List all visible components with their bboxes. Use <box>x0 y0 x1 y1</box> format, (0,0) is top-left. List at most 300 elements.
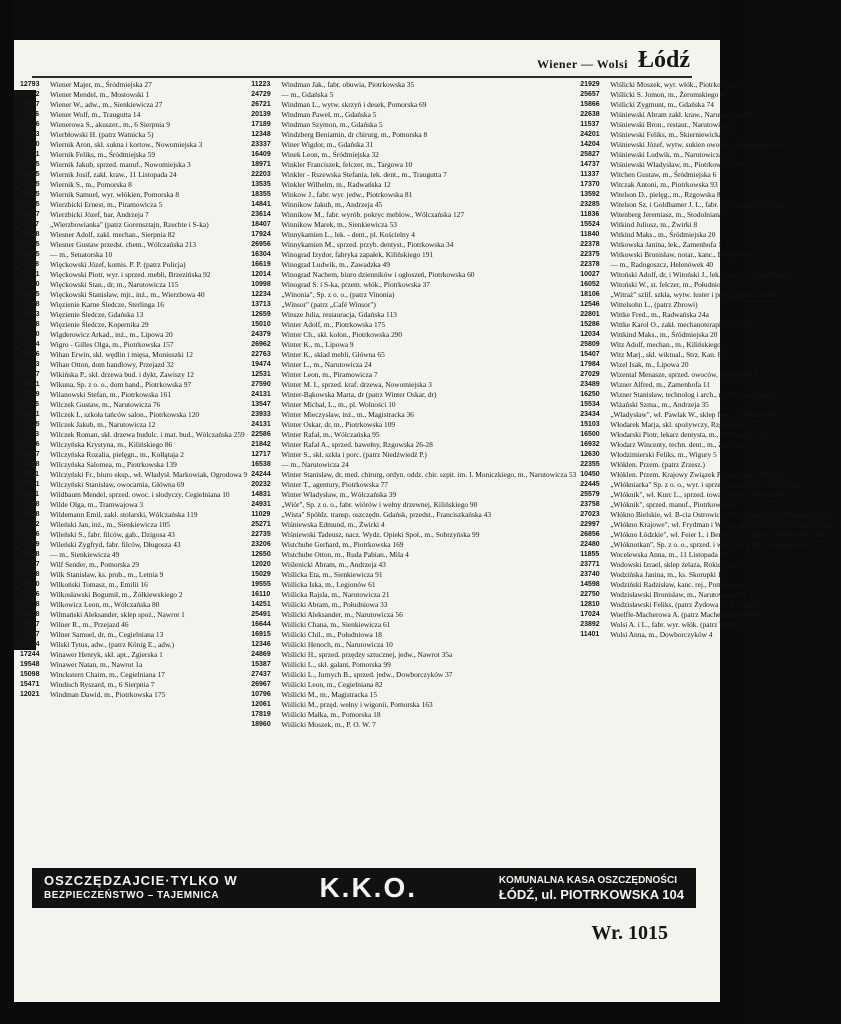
directory-entry <box>580 350 841 360</box>
subscriber-listing: Wiśniewski Ludwik, m., Narutowicza 47 <box>610 150 732 159</box>
phone-number: 15524 <box>580 221 600 228</box>
phone-number: 12546 <box>580 301 600 308</box>
subscriber-listing: „Włóknotkan", Sp. z o. o., sprzed. i wyr. tow. włók., Piotrkowska 211 <box>610 540 816 549</box>
directory-entry <box>580 140 841 150</box>
subscriber-listing: Wiślicki Moszek, wyr. włók., Piotrkowska 58 <box>610 80 746 89</box>
subscriber-listing: Więzienie Karne Śledcze, Sterlinga 16 <box>50 300 165 309</box>
phone-number: 26956 <box>251 241 271 248</box>
phone-number: 11537 <box>580 121 600 128</box>
subscriber-listing: „Włókno Krajowe", wł. Frydman i Winograd, sprzed. manuf., Piotrkowska 16 <box>610 520 841 529</box>
subscriber-listing: „Winsor" (patrz „Café Winsor") <box>281 300 376 309</box>
phone-number: 21842 <box>251 441 271 448</box>
phone-number: 24244 <box>251 471 271 478</box>
directory-entry <box>251 80 576 90</box>
subscriber-listing: Winter Adolf, m., Piotrkowska 175 <box>281 320 386 329</box>
directory-entry <box>251 670 576 680</box>
subscriber-listing: Winnikow Jakub, m., Andrzeja 45 <box>281 200 383 209</box>
subscriber-listing: Wiślicki L., Jurnych B., sprzed. jedw., Dowborczyków 37 <box>281 670 453 679</box>
directory-entry <box>20 300 247 310</box>
directory-entry <box>20 110 247 120</box>
phone-number: 20139 <box>251 111 271 118</box>
directory-entry <box>580 400 841 410</box>
directory-entry <box>580 110 841 120</box>
phone-number: 14251 <box>251 601 271 608</box>
directory-entry <box>20 350 247 360</box>
phone-number: 12348 <box>251 131 271 138</box>
phone-number: 22480 <box>580 541 600 548</box>
subscriber-listing: Więckowski Stanisław, mjr., inż., m., Wierzbowa 40 <box>50 290 205 299</box>
subscriber-listing: Wodzisławski Feliks, (patrz Żydowa Fr. Wengielow) <box>610 600 766 609</box>
directory-entry <box>20 600 247 610</box>
subscriber-listing: Winkler Franciszek, felczer, m., Targowa 10 <box>281 160 413 169</box>
phone-number: 14921 <box>20 381 40 388</box>
subscriber-listing: Włodarek Marja, skl. spożywczy, Rzgowska 7 <box>610 420 748 429</box>
subscriber-listing: Więckowski Józef, komis. P. P. (patrz Policja) <box>50 260 186 269</box>
subscriber-listing: Witkowska Janina, lek., Zamenhofa 1 <box>610 240 722 249</box>
phone-number: 12346 <box>251 641 271 648</box>
directory-entry <box>251 720 576 730</box>
phone-number: 24458 <box>20 461 40 468</box>
subscriber-listing: Winnikow M., fabr. wyrób. pokryc meblow., Wólczańska 127 <box>281 210 465 219</box>
directory-entry <box>20 630 247 640</box>
column-3 <box>580 80 841 870</box>
city-title: Łódź <box>637 47 690 73</box>
directory-entry <box>20 230 247 240</box>
phone-number: 17888 <box>20 501 40 508</box>
phone-number: 10138 <box>20 301 40 308</box>
subscriber-listing: Więzienie Śledcze, Gdańska 13 <box>50 310 144 319</box>
subscriber-listing: Wizner Stanisław, technolog i arch., m., Obywatelska 30 <box>610 390 778 399</box>
subscriber-listing: „Władysław", wł. Pawlak W., sklep fryz., al. Kościuszki 11 <box>610 410 786 419</box>
phone-number: 20160 <box>20 141 40 148</box>
phone-number: 16915 <box>251 631 271 638</box>
phone-number: 11401 <box>580 631 600 638</box>
directory-entry <box>251 150 576 160</box>
phone-number: 24596 <box>20 351 40 358</box>
phone-number: 16932 <box>580 441 600 448</box>
subscriber-listing: „Włókniarka" Sp. z o. o., wyr. i sprzed. tkanin tekst., Kilińskiego 1 <box>610 480 809 489</box>
directory-entry <box>580 190 841 200</box>
phone-number: 23614 <box>251 211 271 218</box>
phone-number: 12620 <box>20 281 40 288</box>
subscriber-listing: Witchen Gustaw, m., Śródmiejska 6 <box>610 170 717 179</box>
directory-entry <box>580 530 841 540</box>
subscriber-listing: Wilczek Jakub, m., Narutowicza 12 <box>50 420 156 429</box>
subscriber-listing: Witenberg Jeremiasz, m., Stodolniana 1 <box>610 210 728 219</box>
phone-number: 24131 <box>251 421 271 428</box>
subscriber-listing: Wileński S., fabr. filców, gab., Dzigosa 43 <box>50 530 175 539</box>
subscriber-listing: Wiślicka Rajsla, m., Narutowicza 21 <box>281 590 390 599</box>
subscriber-listing: Witkowski Bronisław, notar., kanc., Piotrkowska 27 <box>610 250 764 259</box>
directory-entry <box>251 500 576 510</box>
directory-entry <box>20 200 247 210</box>
directory-entry <box>251 230 576 240</box>
directory-entry <box>580 300 841 310</box>
directory-entry <box>251 370 576 380</box>
phone-number: 21147 <box>20 221 40 228</box>
subscriber-listing: Wiernik Feliks, m., Śródmiejska 59 <box>50 150 156 159</box>
directory-entry <box>251 450 576 460</box>
phone-number: 20745 <box>20 161 40 168</box>
directory-entry <box>580 130 841 140</box>
directory-entry <box>580 180 841 190</box>
directory-entry <box>20 540 247 550</box>
phone-number: 22355 <box>580 461 600 468</box>
phone-number: 10796 <box>251 691 271 698</box>
directory-entry <box>20 340 247 350</box>
phone-number: 15407 <box>580 351 600 358</box>
directory-entry <box>580 460 841 470</box>
directory-entry <box>251 200 576 210</box>
subscriber-listing: Wolsi Anna, m., Dowborczyków 4 <box>610 630 713 639</box>
directory-entry <box>20 500 247 510</box>
phone-number: 16644 <box>251 621 271 628</box>
phone-number: 17244 <box>20 651 40 658</box>
phone-number: 12034 <box>580 331 600 338</box>
phone-number: 19105 <box>20 251 40 258</box>
subscriber-listing: Winsze Julia, restauracja, Gdańska 113 <box>281 310 397 319</box>
banner-slogan <box>44 873 238 903</box>
directory-entry <box>580 260 841 270</box>
directory-entry <box>580 330 841 340</box>
directory-entry <box>20 250 247 260</box>
subscriber-listing: Wiener Majer, m., Śródmiejska 27 <box>50 80 152 89</box>
phone-number: 13547 <box>251 401 271 408</box>
subscriber-listing: Windzberg Beniamin, dr chirurg, m., Pomorska 8 <box>281 130 428 139</box>
directory-entry <box>20 290 247 300</box>
directory-entry <box>20 330 247 340</box>
phone-number: 17024 <box>580 611 600 618</box>
subscriber-listing: Wilczek I., szkoła tańców salon., Piotrkowska 120 <box>50 410 200 419</box>
directory-entry <box>580 600 841 610</box>
directory-entry <box>580 250 841 260</box>
phone-number: 19474 <box>251 361 271 368</box>
phone-number: 14204 <box>580 141 600 148</box>
alphabet-range: Wiener — Wolsi <box>536 57 628 71</box>
phone-number: 20499 <box>20 541 40 548</box>
subscriber-listing: Wiernik Aron, skł. sukna i kortow., Nowomiejska 3 <box>50 140 203 149</box>
directory-entry <box>251 260 576 270</box>
subscriber-listing: Wileński Zygfryd, fabr. filców, Długosza 43 <box>50 540 181 549</box>
phone-number: 26555 <box>20 171 40 178</box>
directory-entry <box>251 570 576 580</box>
directory-entry <box>20 580 247 590</box>
directory-entry <box>20 550 247 560</box>
phone-number: 17819 <box>251 711 271 718</box>
phone-number: 24178 <box>20 611 40 618</box>
phone-number: 14598 <box>580 581 600 588</box>
subscriber-listing: Winkler - Rszewska Stefania, lek. dent., m., Traugutta 7 <box>281 170 447 179</box>
directory-entry <box>251 530 576 540</box>
subscriber-listing: Wittkind Maks., m., Śródmiejska 20 <box>610 330 718 339</box>
directory-entry <box>251 550 576 560</box>
directory-entry <box>580 120 841 130</box>
directory-entry <box>20 160 247 170</box>
directory-entry <box>251 320 576 330</box>
phone-number: 24201 <box>580 131 600 138</box>
subscriber-listing: Winter Stanisław, dr, med. chirurg, ordyn. oddz. chir. szpit. im. I. Moniczkiego, m., Narutowicza 53 <box>281 470 577 479</box>
phone-number: 15471 <box>20 681 40 688</box>
directory-entry <box>20 400 247 410</box>
subscriber-listing: Winckstern Chaim, m., Cegielniana 17 <box>50 670 165 679</box>
phone-number: 16052 <box>580 281 600 288</box>
directory-entry <box>20 530 247 540</box>
phone-number: 17233 <box>20 131 40 138</box>
subscriber-listing: Wiśniewski Józef, wytw. sukien owocow., Kilińskiego 132 <box>610 140 785 149</box>
directory-entry <box>20 450 247 460</box>
phone-number: 11029 <box>251 511 271 518</box>
subscriber-listing: Wilmański Aleksander, sklep spoż., Nawrot 1 <box>50 610 185 619</box>
directory-entry <box>251 130 576 140</box>
subscriber-listing: Wilde Olga, m., Tramwajowa 3 <box>50 500 144 509</box>
directory-entry <box>251 330 576 340</box>
subscriber-listing: Wiślicki S. Jomon, m., Żeromskiego 4 <box>610 90 724 99</box>
phone-number: 14831 <box>251 491 271 498</box>
subscriber-listing: Wiślicki M., m., Magistracka 15 <box>281 690 378 699</box>
phone-number: 17924 <box>251 231 271 238</box>
phone-number: 13535 <box>251 181 271 188</box>
page-header <box>420 32 690 72</box>
subscriber-listing: — m., Senatorska 10 <box>50 250 113 259</box>
phone-number: 15534 <box>580 401 600 408</box>
phone-number: 22638 <box>580 111 600 118</box>
subscriber-listing: Winograd Izydor, fabryka zapałek, Kilińskiego 191 <box>281 250 434 259</box>
subscriber-listing: Witkind Maks., m., Śródmiejska 20 <box>610 230 716 239</box>
directory-entry <box>20 130 247 140</box>
subscriber-listing: Woelfle-Macherowa A. (patrz Macherowa-Woelfle) <box>610 610 764 619</box>
directory-entry <box>20 80 247 90</box>
subscriber-listing: Wigderowicz Arkad., inż., m., Lipowa 20 <box>50 330 173 339</box>
directory-entry <box>20 280 247 290</box>
directory-entry <box>251 460 576 470</box>
phone-number: 23337 <box>251 141 271 148</box>
directory-entry <box>251 540 576 550</box>
phone-number: 12531 <box>251 371 271 378</box>
directory-entry <box>20 390 247 400</box>
subscriber-listing: Wilczek Roman, skł. drzewa budulc. i mat. bud., Wólczańska 259 <box>50 430 245 439</box>
subscriber-listing: Więckowski Stan., dr, m., Narutowicza 115 <box>50 280 179 289</box>
phone-number: 27590 <box>251 381 271 388</box>
directory-entry <box>20 650 247 660</box>
phone-number: 12021 <box>20 691 40 698</box>
directory-entry <box>580 320 841 330</box>
directory-entry <box>251 170 576 180</box>
subscriber-listing: Więzienie Śledcze, Kopernika 29 <box>50 320 149 329</box>
subscriber-listing: Winek Leon, m., Śródmiejska 32 <box>281 150 379 159</box>
directory-entry <box>580 630 841 640</box>
phone-number: 24931 <box>251 501 271 508</box>
phone-number: 25271 <box>251 521 271 528</box>
subscriber-listing: Windman Paweł, m., Gdańska 5 <box>281 110 377 119</box>
phone-number: 25911 <box>20 471 40 478</box>
directory-entry <box>251 600 576 610</box>
phone-number: 26365 <box>20 191 40 198</box>
phone-number: 13713 <box>251 301 271 308</box>
directory-entry <box>251 580 576 590</box>
directory-entry <box>251 610 576 620</box>
subscriber-listing: Winograd S. i S-ka, przem. włók., Piotrkowska 37 <box>281 280 430 289</box>
phone-number: 16110 <box>251 591 271 598</box>
phone-number: 22750 <box>580 591 600 598</box>
subscriber-listing: Wilczyński Fr., biuro eksp., wł. Władysł. Markowiak, Ogrodowa 9 <box>50 470 248 479</box>
subscriber-listing: Windisch Ryszard, m., 6 Sierpnia 7 <box>50 680 155 689</box>
phone-number: 22586 <box>251 431 271 438</box>
directory-entry <box>20 560 247 570</box>
directory-entry <box>20 670 247 680</box>
subscriber-listing: Wiener Wolf, m., Traugutta 14 <box>50 110 141 119</box>
directory-entry <box>20 620 247 630</box>
subscriber-listing: Wiślenicki Abram, m., Andrzeja 43 <box>281 560 386 569</box>
phone-number: 24557 <box>20 211 40 218</box>
directory-entry <box>580 590 841 600</box>
subscriber-listing: Witkind Juliusz, m., Żwirki 8 <box>610 220 698 229</box>
subscriber-listing: Wiener Mendel, m., Mostowski 1 <box>50 90 150 99</box>
phone-number: 18355 <box>251 191 271 198</box>
subscriber-listing: Wigro - Gilles Olga, m., Piotrkowska 157 <box>50 340 174 349</box>
directory-entry <box>20 180 247 190</box>
subscriber-listing: Witz Marj., skł. wiktual., Strz. Kan. 85 <box>610 350 726 359</box>
subscriber-listing: Wilczyński Stanisław, owocarnia, Główna 69 <box>50 480 185 489</box>
directory-entry <box>20 460 247 470</box>
directory-entry <box>580 620 841 630</box>
directory-entry <box>251 290 576 300</box>
phone-number: 12793 <box>20 81 40 88</box>
phone-number: 18106 <box>580 291 600 298</box>
directory-entry <box>251 220 576 230</box>
phone-number: 22801 <box>580 311 600 318</box>
directory-entry <box>20 260 247 270</box>
subscriber-listing: Winkow J., fabr. wyr. jedw., Piotrkowska 81 <box>281 190 413 199</box>
subscriber-listing: Wiernik Jakub, sprzed. manuf., Nowomiejska 3 <box>50 160 191 169</box>
directory-entry <box>580 380 841 390</box>
subscriber-listing: „Winonia", Sp. z o. o., (patrz Vinonia) <box>281 290 395 299</box>
phone-number: 16365 <box>20 181 40 188</box>
phone-number: 27556 <box>20 531 40 538</box>
subscriber-listing: Więckowski Piotr, wyr. i sprzed. mebli, Brzezińska 92 <box>50 270 211 279</box>
phone-number: 22378 <box>580 241 600 248</box>
phone-number: 10073 <box>20 311 40 318</box>
phone-number: 11445 <box>20 401 40 408</box>
phone-number: 10198 <box>20 321 40 328</box>
subscriber-listing: „Włóknik", sprzed. manuf., Piotrkowska 92 <box>610 500 740 509</box>
phone-number: 12014 <box>251 271 271 278</box>
subscriber-listing: Wileński Jan, inż., m., Sienkiewicza 105 <box>50 520 170 529</box>
phone-number: 12947 <box>20 451 40 458</box>
directory-entry <box>20 360 247 370</box>
banner-bank-address: ŁÓDŹ, ul. PIOTRKOWSKA 104 <box>498 887 684 902</box>
phone-number: 11337 <box>580 171 600 178</box>
directory-entry <box>580 420 841 430</box>
phone-number: 11628 <box>20 261 40 268</box>
directory-entry <box>251 190 576 200</box>
directory-entry <box>580 510 841 520</box>
directory-entry <box>251 490 576 500</box>
directory-entry <box>251 110 576 120</box>
phone-number: 19555 <box>251 581 271 588</box>
directory-entry <box>251 480 576 490</box>
subscriber-listing: Wilk Stanisław, ks. prob., m., Letnia 9 <box>50 570 164 579</box>
directory-entry <box>580 170 841 180</box>
phone-number: 15387 <box>251 661 271 668</box>
subscriber-listing: Winawer Henryk, skł. apt., Zgierska 1 <box>50 650 163 659</box>
directory-entry <box>20 570 247 580</box>
directory-entry <box>251 640 576 650</box>
phone-number: 18407 <box>251 221 271 228</box>
directory-entry <box>251 300 576 310</box>
subscriber-listing: Winnikow Marek, m., Sienkiewicza 53 <box>281 220 397 229</box>
phone-number: 15098 <box>20 671 40 678</box>
directory-entry <box>580 410 841 420</box>
directory-entry <box>251 340 576 350</box>
phone-number: 16409 <box>251 151 271 158</box>
phone-number: 14737 <box>580 161 600 168</box>
directory-entry <box>580 470 841 480</box>
directory-entry <box>580 610 841 620</box>
directory-entry <box>580 540 841 550</box>
phone-number: 11223 <box>251 81 271 88</box>
subscriber-listing: Winter Władysław, m., Wólczańska 39 <box>281 490 397 499</box>
subscriber-listing: Winter Rafał A., sprzed. bawełny, Rzgowska 26-28 <box>281 440 433 449</box>
phone-number: 10998 <box>251 281 271 288</box>
directory-entry <box>20 680 247 690</box>
subscriber-listing: Wiśniewska Edmund, m., Żwirki 4 <box>281 520 385 529</box>
subscriber-listing: Wierzbicki Józef, bar, Andrzeja 7 <box>50 210 149 219</box>
directory-entry <box>580 90 841 100</box>
phone-number: 15497 <box>20 371 40 378</box>
phone-number: 12810 <box>580 601 600 608</box>
subscriber-listing: Wittke Karol O., zakł. mechanoterapii, Kościelna 1 <box>610 320 762 329</box>
subscriber-listing: Wiślicki Aleksander, m., Narutowicza 56 <box>281 610 403 619</box>
directory-entry <box>20 240 247 250</box>
phone-number: 25235 <box>20 201 40 208</box>
subscriber-listing: Wiener W., adw., m., Sienkiewicza 27 <box>50 100 163 109</box>
subscriber-listing: Witczak Antoni, m., Piotrkowska 93 <box>610 180 718 189</box>
advertisement-banner <box>32 868 696 908</box>
subscriber-listing: Wolsi A. i L., fabr. wyr. włók. (patrz Wolsi A. i L.) <box>610 620 760 629</box>
subscriber-listing: Wiślicki Moszek, m., P. O. W. 7 <box>281 720 376 729</box>
subscriber-listing: Wilczyńska Rozalia, pielęgn., m., Kołłątaja 2 <box>50 450 184 459</box>
header-rule <box>32 76 692 78</box>
phone-number: 24131 <box>251 391 271 398</box>
subscriber-listing: Wilner Samuel, dr, m., Cegielniana 13 <box>50 630 164 639</box>
phone-number: 16458 <box>20 511 40 518</box>
phone-number: 18960 <box>251 721 271 728</box>
phone-number: 15010 <box>251 321 271 328</box>
directory-entry <box>580 160 841 170</box>
subscriber-listing: „Wista" Spółdz. transp. oszczędn. Gdańsk, przedst., Franciszkańska 43 <box>281 510 492 519</box>
subscriber-listing: Wilczyńska Salomea, m., Piotrkowska 139 <box>50 460 177 469</box>
subscriber-listing: Włókno Bielskie, wł. B-cia Ostrowicz, skł. sukna i kortów, Nowomiejska 6 <box>610 510 833 519</box>
directory-entry <box>251 210 576 220</box>
directory-entry <box>580 240 841 250</box>
phone-number: 17189 <box>251 121 271 128</box>
phone-number: 10532 <box>20 91 40 98</box>
phone-number: 11376 <box>20 111 40 118</box>
directory-entry <box>20 520 247 530</box>
subscriber-listing: — m., Sienkiewicza 49 <box>50 550 120 559</box>
directory-entry <box>580 370 841 380</box>
directory-entry <box>251 690 576 700</box>
directory-entry <box>251 310 576 320</box>
subscriber-listing: Wiślicki Chana, m., Sienkiewicza 61 <box>281 620 391 629</box>
phone-number: 26967 <box>251 681 271 688</box>
phone-number: 12650 <box>251 551 271 558</box>
subscriber-listing: Wistchube Otton, m., Ruda Pabian., Mila 4 <box>281 550 409 559</box>
subscriber-listing: Włodarz Wincenty, techn. dent., m., Zgierska 77 <box>610 440 754 449</box>
subscriber-listing: Witelson Sz. i Goldhamer J. L., fabr. wyr. dzian., Północna 24 <box>610 200 794 209</box>
subscriber-listing: Winter Rafał, m., Wólczańska 95 <box>281 430 380 439</box>
subscriber-listing: Wistchube Gerhard, m., Piotrkowska 169 <box>281 540 404 549</box>
